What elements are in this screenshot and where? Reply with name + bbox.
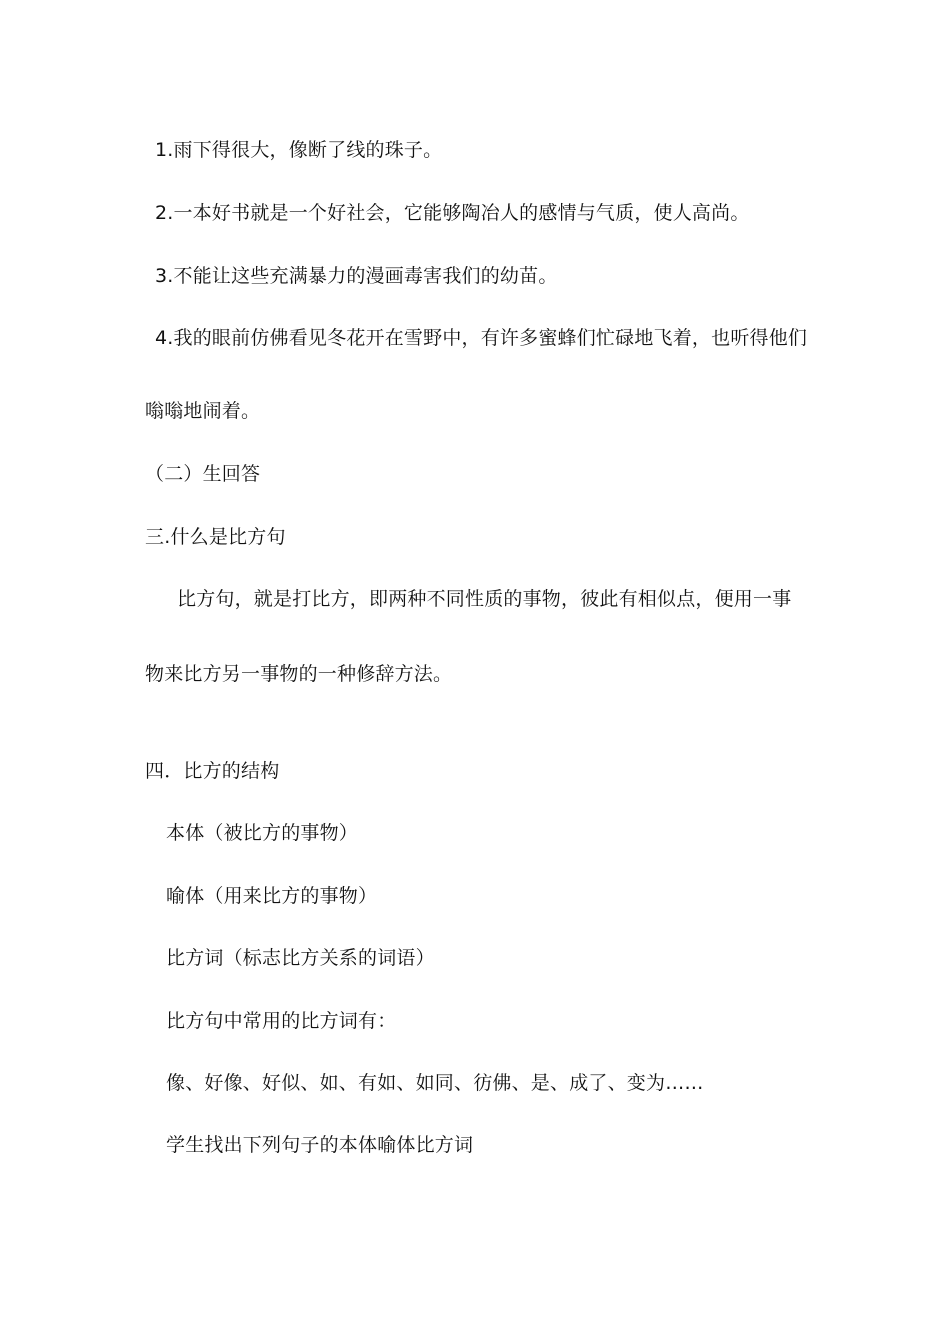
common-comparison-words-intro: 比方句中常用的比方词有：: [166, 1010, 397, 1032]
structure-item-comparison-word: 比方词（标志比方关系的词语）: [166, 947, 435, 969]
example-sentence-4: 4.我的眼前仿佛看见冬花开在雪野中，有许多蜜蜂们忙碌地飞着，也听得他们: [155, 327, 808, 349]
section-3-heading: 三.什么是比方句: [145, 526, 286, 548]
structure-item-vehicle: 喻体（用来比方的事物）: [166, 885, 378, 907]
structure-item-tenor: 本体（被比方的事物）: [166, 822, 359, 844]
answer-note: （二）生回答: [145, 463, 261, 485]
student-task: 学生找出下列句子的本体喻体比方词: [166, 1134, 474, 1156]
example-sentence-3: 3.不能让这些充满暴力的漫画毒害我们的幼苗。: [155, 265, 558, 287]
example-sentence-4-continued: 嗡嗡地闹着。: [145, 400, 261, 422]
section-4-heading: 四．比方的结构: [145, 760, 280, 782]
common-comparison-words-list: 像、好像、好似、如、有如、如同、彷佛、是、成了、变为……: [166, 1072, 704, 1094]
example-sentence-2: 2.一本好书就是一个好社会，它能够陶冶人的感情与气质，使人高尚。: [155, 202, 750, 224]
section-3-definition-line-1: 比方句，就是打比方，即两种不同性质的事物，彼此有相似点，便用一事: [177, 588, 792, 610]
section-3-definition-line-2: 物来比方另一事物的一种修辞方法。: [145, 663, 453, 685]
example-sentence-1: 1.雨下得很大，像断了线的珠子。: [155, 139, 443, 161]
